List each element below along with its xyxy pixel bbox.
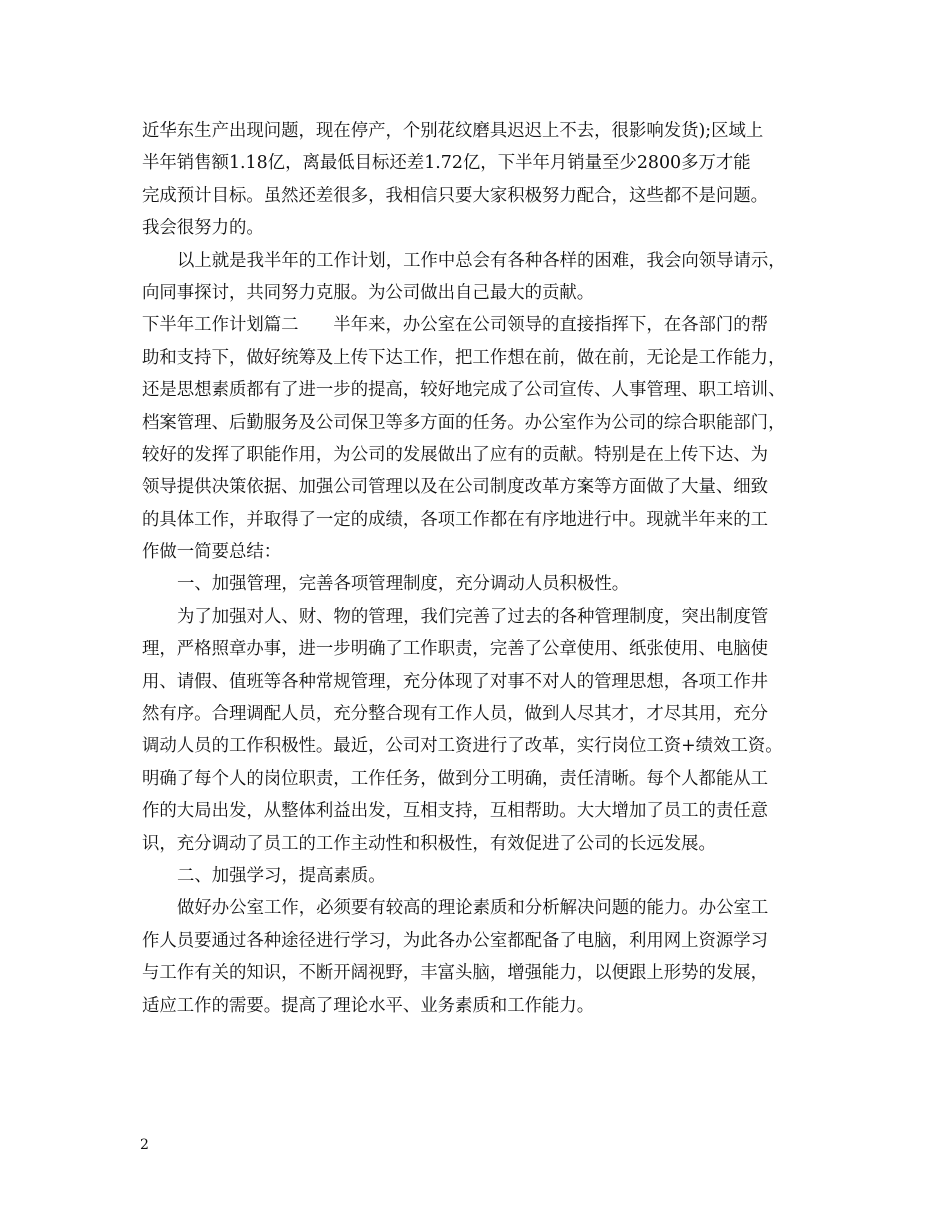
document-body [142,115,822,1022]
subheading-line: 二、加强学习，提高素质。 [177,865,386,886]
text-line: 作做一简要总结： [142,542,282,563]
text-line: 向同事探讨，共同努力克服。为公司做出自己最大的贡献。 [142,282,595,303]
text-line: 作的大局出发，从整体利益出发，互相支持，互相帮助。大大增加了员工的责任意 [142,801,769,822]
text-line: 的具体工作，并取得了一定的成绩，各项工作都在有序地进行中。现就半年来的工 [142,509,769,530]
text-line: 适应工作的需要。提高了理论水平、业务素质和工作能力。 [142,995,595,1016]
text-line: 领导提供决策依据、加强公司管理以及在公司制度改革方案等方面做了大量、细致 [142,477,769,498]
text-line: 助和支持下，做好统筹及上传下达工作，把工作想在前，做在前，无论是工作能力， [142,347,786,368]
text-line: 调动人员的工作积极性。最近，公司对工资进行了改革，实行岗位工资+绩效工资。 [142,736,783,757]
text-line: 作人员要通过各种途径进行学习，为此各办公室都配备了电脑，利用网上资源学习 [142,930,769,951]
text-line: 做好办公室工作，必须要有较高的理论素质和分析解决问题的能力。办公室工 [177,898,769,919]
text-line: 用、请假、值班等各种常规管理，充分体现了对事不对人的管理思想，各项工作井 [142,671,769,692]
section-heading-line: 下半年工作计划篇二 半年来，办公室在公司领导的直接指挥下，在各部门的帮 [142,315,769,336]
text-line: 识，充分调动了员工的工作主动性和积极性，有效促进了公司的长远发展。 [142,833,716,854]
text-line: 较好的发挥了职能作用，为公司的发展做出了应有的贡献。特别是在上传下达、为 [142,444,769,465]
text-line: 近华东生产出现问题，现在停产，个别花纹磨具迟迟上不去，很影响发货);区域上 [142,121,764,141]
subheading-line: 一、加强管理，完善各项管理制度，充分调动人员积极性。 [177,574,630,595]
text-line: 然有序。合理调配人员，充分整合现有工作人员，做到人尽其才，才尽其用，充分 [142,704,769,725]
text-line: 与工作有关的知识，不断开阔视野，丰富头脑，增强能力，以便跟上形势的发展， [142,963,769,984]
text-line: 我会很努力的。 [142,218,264,239]
text-line: 还是思想素质都有了进一步的提高，较好地完成了公司宣传、人事管理、职工培训、 [142,380,786,401]
page-number: 2 [140,1137,149,1153]
text-line: 理，严格照章办事，进一步明确了工作职责，完善了公章使用、纸张使用、电脑使 [142,639,769,660]
text-line: 档案管理、后勤服务及公司保卫等多方面的任务。办公室作为公司的综合职能部门， [142,412,786,433]
text-line: 半年销售额1.18亿，离最低目标还差1.72亿，下半年月销量至少2800多万才能 [142,153,751,174]
text-line: 为了加强对人、财、物的管理，我们完善了过去的各种管理制度，突出制度管 [177,606,769,627]
text-line: 完成预计目标。虽然还差很多，我相信只要大家积极努力配合，这些都不是问题。 [142,185,769,206]
text-line: 明确了每个人的岗位职责，工作任务，做到分工明确，责任清晰。每个人都能从工 [142,768,769,789]
text-line: 以上就是我半年的工作计划，工作中总会有各种各样的困难，我会向领导请示， [177,250,786,271]
